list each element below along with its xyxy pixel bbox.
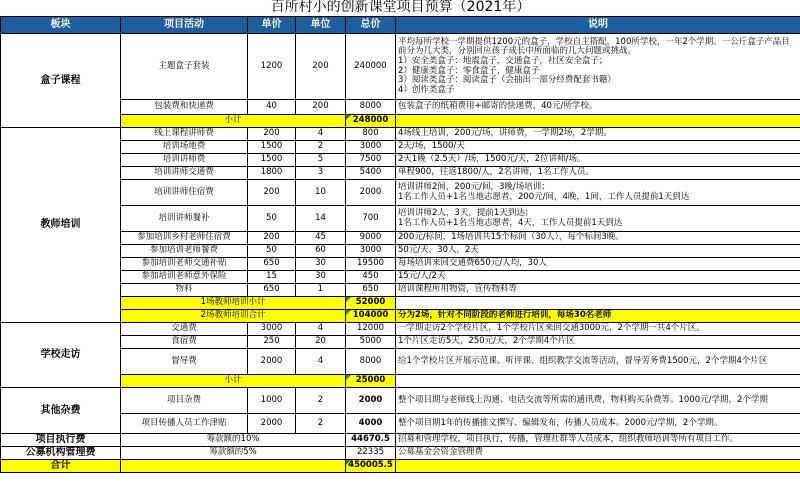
cell-price[interactable]: 1500: [248, 154, 296, 167]
cell-price[interactable]: 200: [248, 128, 296, 141]
cell-desc[interactable]: 招募和管理学校，项目执行，传播，管理社群等人员成本，组织教师培训等所有项目工作。: [396, 434, 800, 447]
table-row: [1, 154, 800, 167]
cell-total[interactable]: 19500: [346, 258, 396, 271]
subtotal-value[interactable]: 104000: [346, 310, 396, 323]
cell-item[interactable]: 培训讲师交通费: [121, 167, 248, 180]
cell-total[interactable]: 450: [346, 271, 396, 284]
cell-item[interactable]: 培训讲师费: [121, 154, 248, 167]
subtotal-label[interactable]: 2场教师培训合计: [121, 310, 346, 323]
table-row: [1, 128, 800, 141]
cell-desc[interactable]: 50元/天，30人，2天: [396, 245, 800, 258]
grand-total-spacer[interactable]: [121, 460, 346, 473]
table-row: [1, 167, 800, 180]
cell-desc[interactable]: 单程900，往返1800/人，2名讲师，1名工作人员。: [396, 167, 800, 180]
cell-unit[interactable]: 60: [296, 245, 346, 258]
cell-desc[interactable]: 包装盒子的纸箱费用+邮寄的快递费，40元/所学校。: [396, 100, 800, 115]
subtotal-desc[interactable]: [396, 375, 800, 388]
cell-unit[interactable]: 5: [296, 154, 346, 167]
cell-item[interactable]: 参加培训老师交通补贴: [121, 258, 248, 271]
cell-desc[interactable]: 4场线上培训，200元/场，讲师费，一学期2场，2学期。: [396, 128, 800, 141]
cell-price[interactable]: 2000: [248, 414, 296, 434]
cell-total[interactable]: 240000: [346, 34, 396, 100]
table-row: [1, 336, 800, 349]
cell-desc[interactable]: 1个片区走访5天，250元/天，2个学期4个片区: [396, 336, 800, 349]
table-row: [1, 414, 800, 434]
cell-desc[interactable]: 整个项目期与老师线上沟通、电话交流等所需的通讯费，物料购买杂费等。1000元/学期，2个学期: [396, 388, 800, 414]
cell-total[interactable]: 4000: [346, 414, 396, 434]
subtotal-desc[interactable]: [396, 115, 800, 128]
cell-price[interactable]: 50: [248, 206, 296, 232]
cell-price[interactable]: 1500: [248, 141, 296, 154]
subtotal-row: [1, 310, 800, 323]
subtotal-row: [1, 297, 800, 310]
cell-item[interactable]: 培训讲师餐补: [121, 206, 248, 232]
cell-item[interactable]: 线上课程讲师费: [121, 128, 248, 141]
cell-desc[interactable]: 每场培训来回交通费650元/人均，30人: [396, 258, 800, 271]
cell-price[interactable]: 40: [248, 100, 296, 115]
cell-unit[interactable]: 1: [296, 284, 346, 297]
cell-item[interactable]: 督导费: [121, 349, 248, 375]
cell-total[interactable]: 5400: [346, 167, 396, 180]
cell-item[interactable]: 参加培训老师餐费: [121, 245, 248, 258]
cell-price[interactable]: 1800: [248, 167, 296, 180]
cell-unit[interactable]: 30: [296, 271, 346, 284]
cell-price[interactable]: 650: [248, 284, 296, 297]
subtotal-label[interactable]: 1场教师培训小计: [121, 297, 346, 310]
block-box[interactable]: 盒子课程: [1, 34, 121, 128]
table-row: [1, 245, 800, 258]
cell-item[interactable]: 参加培训乡村老师住宿费: [121, 232, 248, 245]
cell-price[interactable]: 200: [248, 232, 296, 245]
subtotal-label[interactable]: 小计: [121, 375, 346, 388]
cell-unit[interactable]: 200: [296, 34, 346, 100]
block-exec[interactable]: 项目执行费: [1, 434, 121, 447]
cell-item[interactable]: 交通费: [121, 323, 248, 336]
cell-item[interactable]: 培训讲师住宿费: [121, 180, 248, 206]
cell-total[interactable]: 3000: [346, 141, 396, 154]
cell-price[interactable]: 50: [248, 245, 296, 258]
cell-unit[interactable]: 4: [296, 323, 346, 336]
cell-desc[interactable]: 2天/场，1500/天: [396, 141, 800, 154]
cell-desc[interactable]: 给1个学校片区开展示范课、听评课、组织教学交流等活动，督导劳务费1500元，2个学期4个片区: [396, 349, 800, 375]
header-price[interactable]: 单价: [248, 17, 296, 34]
cell-unit[interactable]: 2: [296, 388, 346, 414]
cell-item[interactable]: 项目杂费: [121, 388, 248, 414]
cell-desc[interactable]: 公募基金会资金管理费: [396, 447, 800, 460]
subtotal-value[interactable]: 52000: [346, 297, 396, 310]
cell-item[interactable]: 包装费和快递费: [121, 100, 248, 115]
cell-total[interactable]: 44670.5: [346, 434, 396, 447]
cell-unit[interactable]: 2: [296, 141, 346, 154]
cell-unit[interactable]: 200: [296, 100, 346, 115]
cell-total[interactable]: 700: [346, 206, 396, 232]
cell-price[interactable]: 1200: [248, 34, 296, 100]
cell-unit[interactable]: 2: [296, 414, 346, 434]
block-teacher[interactable]: 教师培训: [1, 128, 121, 323]
cell-total[interactable]: 5000: [346, 336, 396, 349]
table-row: [1, 271, 800, 284]
cell-desc[interactable]: 平均每所学校一学期提供1200元的盒子，学校自主搭配，100所学校，一年2个学期。一公斤盒子产品目前分为几大类，分别回应孩子成长中所面临的几大问题或挑战。 1）安全类盒子：地震盒子，交通盒子，社区安全盒子； 2）健康类盒子：零食盒子，健康盒子 3）阅读类盒子：阅读盒子（会抽出一部分经费配套书籍） 4）创作类盒子: [396, 34, 800, 100]
header-block[interactable]: 板块: [1, 17, 121, 34]
cell-price[interactable]: 650: [248, 258, 296, 271]
cell-desc[interactable]: 培训讲师2间，200元/间，3晚/场培训； 1名工作人员+1名当地志愿者，200元/间，4晚，1间，工作人员提前1天到达: [396, 180, 800, 206]
cell-item[interactable]: 参加培训老师意外保险: [121, 271, 248, 284]
block-fund[interactable]: 公募机构管理费: [1, 447, 121, 460]
block-visit[interactable]: 学校走访: [1, 323, 121, 388]
subtotal-label[interactable]: 小计: [121, 115, 346, 128]
table-row: [1, 206, 800, 232]
sheet-title: 百所村小的创新课堂项目预算（2021年）: [1, 0, 800, 17]
cell-price[interactable]: 2000: [248, 349, 296, 375]
table-row: [1, 447, 800, 460]
subtotal-value[interactable]: 248000: [346, 115, 396, 128]
table-row: [1, 284, 800, 297]
cell-item[interactable]: 筹款额的5%: [121, 447, 346, 460]
cell-price[interactable]: 15: [248, 271, 296, 284]
cell-price[interactable]: 250: [248, 336, 296, 349]
cell-desc[interactable]: 培训讲师2人，3天，提前1天到达； 1名工作人员+1名当地志愿者，4天，工作人员提前1天到达: [396, 206, 800, 232]
header-desc[interactable]: 说明: [396, 17, 800, 34]
cell-unit[interactable]: 14: [296, 206, 346, 232]
cell-unit[interactable]: 3: [296, 167, 346, 180]
cell-total[interactable]: 22335: [346, 447, 396, 460]
table-row: [1, 34, 800, 100]
table-row: [1, 434, 800, 447]
cell-item[interactable]: 筹款额的10%: [121, 434, 346, 447]
header-activity[interactable]: 项目活动: [121, 17, 248, 34]
cell-price[interactable]: 3000: [248, 323, 296, 336]
cell-total[interactable]: 7500: [346, 154, 396, 167]
table-row: [1, 100, 800, 115]
cell-unit[interactable]: 30: [296, 258, 346, 271]
cell-price[interactable]: 1000: [248, 388, 296, 414]
cell-total[interactable]: 8000: [346, 100, 396, 115]
cell-unit[interactable]: 20: [296, 336, 346, 349]
header-row: [1, 17, 800, 34]
subtotal-desc[interactable]: [396, 297, 800, 310]
block-misc[interactable]: 其他杂费: [1, 388, 121, 434]
cell-total[interactable]: 800: [346, 128, 396, 141]
cell-total[interactable]: 3000: [346, 245, 396, 258]
table-row: [1, 388, 800, 414]
grand-total-label[interactable]: 合计: [1, 460, 121, 473]
cell-desc[interactable]: 整个项目期1年的传播推文撰写、编辑发布，传播人员成本。2000元/学期，2个学期。: [396, 414, 800, 434]
cell-desc[interactable]: 培训课程所用物资，宣传物料等: [396, 284, 800, 297]
cell-item[interactable]: 项目传播人员工作津贴: [121, 414, 248, 434]
table-row: [1, 141, 800, 154]
table-row: [1, 258, 800, 271]
cell-desc[interactable]: 2天1晚（2.5天）/场，1500元/天，2位讲师/场。: [396, 154, 800, 167]
header-unit[interactable]: 单位: [296, 17, 346, 34]
cell-item[interactable]: 物料: [121, 284, 248, 297]
grand-total-desc[interactable]: [396, 460, 800, 473]
cell-item[interactable]: 食宿费: [121, 336, 248, 349]
grand-total-value[interactable]: 450005.5: [346, 460, 396, 473]
subtotal-desc[interactable]: 分为2场，针对不同阶段的老师进行培训，每场30名老师: [396, 310, 800, 323]
cell-unit[interactable]: 10: [296, 180, 346, 206]
header-total[interactable]: 总价: [346, 17, 396, 34]
subtotal-value[interactable]: 25000: [346, 375, 396, 388]
cell-total[interactable]: 12000: [346, 323, 396, 336]
subtotal-row: [1, 115, 800, 128]
cell-desc[interactable]: 200元/标间，1场培训共15个标间（30人），每个标间3晚。: [396, 232, 800, 245]
cell-unit[interactable]: 45: [296, 232, 346, 245]
cell-unit[interactable]: 4: [296, 128, 346, 141]
cell-total[interactable]: 9000: [346, 232, 396, 245]
cell-desc[interactable]: 一学期走访2个学校片区，1个学校片区来回交通3000元，2个学期一共4个片区。: [396, 323, 800, 336]
grand-total-row: [1, 460, 800, 473]
cell-item[interactable]: 培训场地费: [121, 141, 248, 154]
subtotal-row: [1, 375, 800, 388]
table-row: [1, 232, 800, 245]
cell-total[interactable]: 2000: [346, 388, 396, 414]
cell-price[interactable]: 200: [248, 180, 296, 206]
cell-unit[interactable]: 4: [296, 349, 346, 375]
cell-total[interactable]: 8000: [346, 349, 396, 375]
table-row: [1, 323, 800, 336]
table-row: [1, 180, 800, 206]
table-row: [1, 349, 800, 375]
cell-desc[interactable]: 15元/人/2天: [396, 271, 800, 284]
cell-item[interactable]: 主题盒子套装: [121, 34, 248, 100]
cell-total[interactable]: 2000: [346, 180, 396, 206]
cell-total[interactable]: 650: [346, 284, 396, 297]
